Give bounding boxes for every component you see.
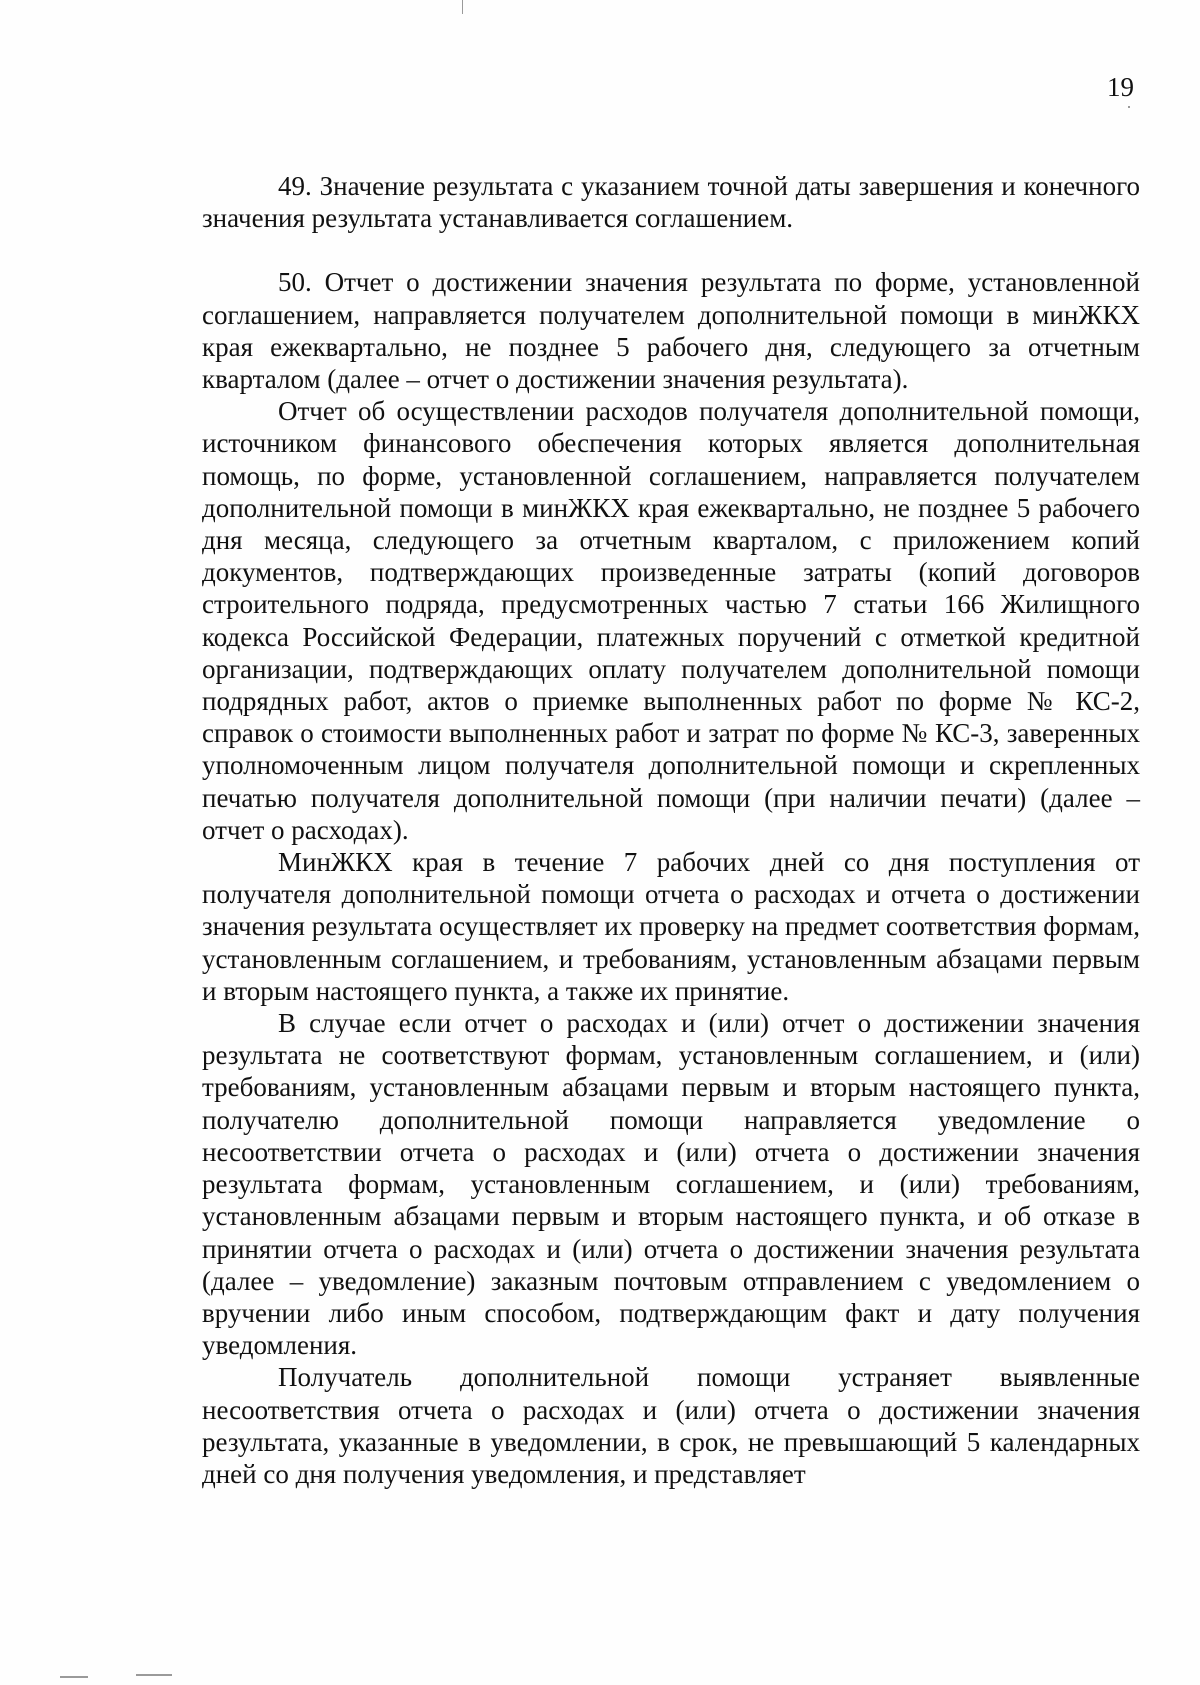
scan-artifact	[462, 0, 463, 14]
paragraph-49: 49. Значение результата с указанием точной даты завершения и конечного значения результата устанавливается соглашением.	[202, 171, 1140, 234]
paragraph-report-review: МинЖКХ края в течение 7 рабочих дней со дня поступления от получателя дополнительной помощи отчета о расходах и отчета о достижении значения результата осуществляет их проверку на предмет соответствия формам, установленным соглашением, и требованиям, установленным абзацами первым и вторым настоящего пункта, а также их принятие.	[202, 847, 1140, 1006]
scan-artifact	[60, 1676, 88, 1678]
paragraph-correction: Получатель дополнительной помощи устраняет выявленные несоответствия отчета о расходах и (или) отчета о достижении значения результата, указанные в уведомлении, в срок, не превышающий 5 календарных дней со дня получения уведомления, и представляет	[202, 1362, 1140, 1489]
paragraph-50: 50. Отчет о достижении значения результата по форме, установленной соглашением, направляется получателем дополнительной помощи в минЖКХ края ежеквартально, не позднее 5 рабочего дня, следующего за отчетным кварталом (далее – отчет о достижении значения результата).	[202, 267, 1140, 395]
paragraph-expense-report: Отчет об осуществлении расходов получателя дополнительной помощи, источником финансового обеспечения которых является дополнительная помощь, по форме, установленной соглашением, направляется получателем дополнительной помощи в минЖКХ края ежеквартально, не позднее 5 рабочего дня месяца, следующего за отчетным кварталом, с приложением копий документов, подтверждающих произведенные затраты (копий договоров строительного подряда, предусмотренных частью 7 статьи 166 Жилищного кодекса Российской Федерации, платежных поручений с отметкой кредитной организации, подтверждающих оплату получателем дополнительной помощи подрядных работ, актов о приемке выполненных работ по форме № КС-2, справок о стоимости выполненных работ и затрат по форме № КС-3, заверенных уполномоченным лицом получателя дополнительной помощи и скрепленных печатью получателя дополнительной помощи (при наличии печати) (далее – отчет о расходах).	[202, 396, 1140, 845]
scan-artifact	[1128, 106, 1130, 108]
document-body	[202, 170, 1140, 1490]
scan-artifact	[136, 1674, 172, 1676]
page-number: 19	[1107, 72, 1134, 102]
paragraph-noncompliance-notice: В случае если отчет о расходах и (или) отчет о достижении значения результата не соответствуют формам, установленным соглашением, и (или) требованиям, установленным абзацами первым и вторым настоящего пункта, получателю дополнительной помощи направляется уведомление о несоответствии отчета о расходах и (или) отчета о достижении значения результата формам, установленным соглашением, и (или) требованиям, установленным абзацами первым и вторым настоящего пункта, и об отказе в принятии отчета о расходах и (или) отчета о достижении значения результата (далее – уведомление) заказным почтовым отправлением с уведомлением о вручении либо иным способом, подтверждающим факт и дату получения уведомления.	[202, 1008, 1140, 1361]
